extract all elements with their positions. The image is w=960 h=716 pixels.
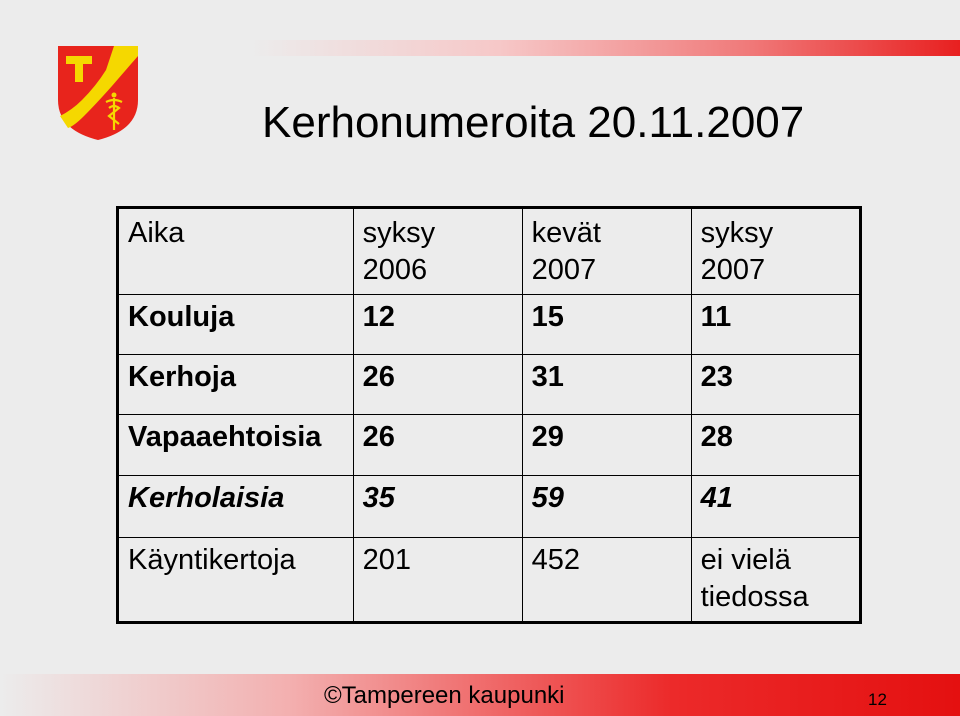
table-row-kerhoja-cell-1: 26 [353,355,522,415]
top-accent-stripe [250,40,960,56]
table-row-kerholaisia [118,475,861,537]
table-row-vapaaehtoisia-cell-2: 29 [522,415,691,475]
table-row-käyntikertoja-cell-3: ei vielä tiedossa [691,538,860,623]
table-row-kouluja-cell-3: 11 [691,294,860,354]
table-header-row-cell-0: Aika [118,208,354,295]
table-row-kerhoja-cell-3: 23 [691,355,860,415]
table-header-row-cell-2: kevät 2007 [522,208,691,295]
table-row-vapaaehtoisia-cell-0: Vapaaehtoisia [118,415,354,475]
table-row-kouluja-cell-0: Kouluja [118,294,354,354]
table-row-kouluja-cell-1: 12 [353,294,522,354]
table-row-kerholaisia-cell-3: 41 [691,475,860,537]
table-row-käyntikertoja-cell-0: Käyntikertoja [118,538,354,623]
table-header-row-cell-3: syksy 2007 [691,208,860,295]
page-number: 12 [868,690,887,709]
table-row-kerholaisia-cell-0: Kerholaisia [118,475,354,537]
table-header-row-cell-1: syksy 2006 [353,208,522,295]
table-row-vapaaehtoisia-cell-1: 26 [353,415,522,475]
footer-copyright: ©Tampereen kaupunki [324,682,565,709]
table-row-käyntikertoja-cell-1: 201 [353,538,522,623]
table-row-kouluja-cell-2: 15 [522,294,691,354]
table-row-käyntikertoja-cell-2: 452 [522,538,691,623]
table-row-kerhoja [118,355,861,415]
table-row-kerholaisia-cell-2: 59 [522,475,691,537]
statistics-table [116,206,862,624]
table-header-row [118,208,861,295]
table-row-kouluja [118,294,861,354]
tampere-coat-of-arms-icon [54,42,142,142]
table-row-kerhoja-cell-2: 31 [522,355,691,415]
table-row-käyntikertoja [118,538,861,623]
table-row-vapaaehtoisia-cell-3: 28 [691,415,860,475]
table-row-vapaaehtoisia [118,415,861,475]
page-title: Kerhonumeroita 20.11.2007 [262,98,805,147]
table-row-kerhoja-cell-0: Kerhoja [118,355,354,415]
table-row-kerholaisia-cell-1: 35 [353,475,522,537]
